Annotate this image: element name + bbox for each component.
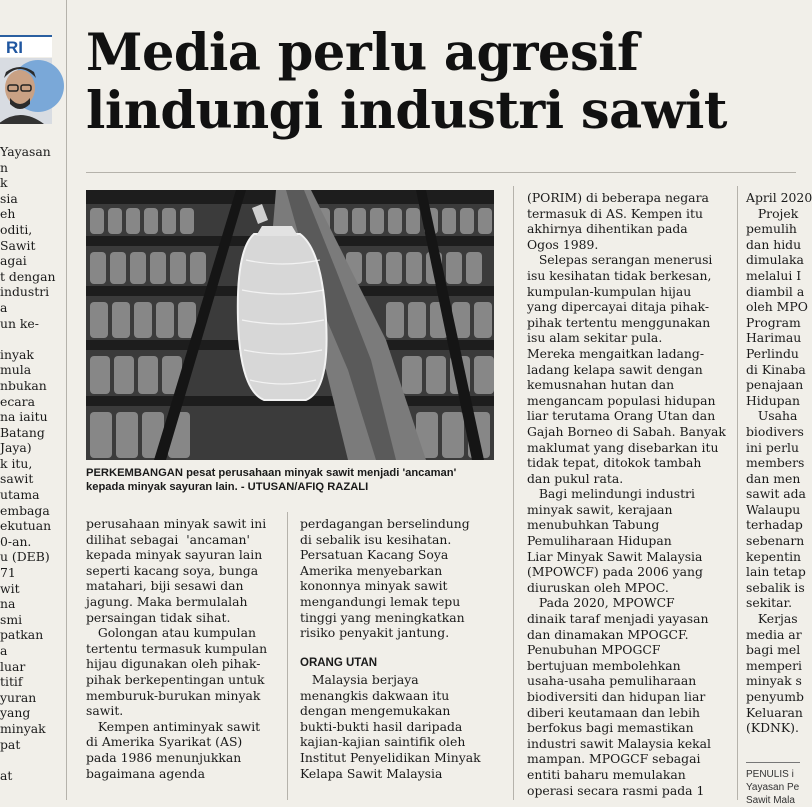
col1-line: kepada minyak sayuran lain xyxy=(86,547,263,563)
col3-line: termasuk di AS. Kempen itu xyxy=(527,205,703,221)
col1-line: perusahaan minyak sawit ini xyxy=(86,516,267,531)
col2-line: dengan mengemukakan xyxy=(300,703,451,719)
col3-line: Liar Minyak Sawit Malaysia xyxy=(527,548,703,564)
headline-line-2: lindungi industri sawit xyxy=(86,81,727,141)
writer-bio-line-2: Yayasan Pe xyxy=(746,782,800,793)
columnist-portrait-icon xyxy=(0,58,52,124)
caption-credit: UTUSAN/AFIQ RAZALI xyxy=(247,481,369,493)
col4-line: sekitar. xyxy=(746,595,793,611)
col4-line: Projek xyxy=(746,205,799,221)
col3-line: Pada 2020, MPOWCF xyxy=(527,595,675,611)
col4-line: ini perlu xyxy=(746,439,799,455)
article-column-2 xyxy=(300,516,510,781)
col1-line: sawit. xyxy=(86,703,124,719)
left-column-line: un ke- xyxy=(0,315,39,331)
left-column-line: 71 xyxy=(0,565,16,581)
left-column-line: inyak xyxy=(0,346,34,362)
left-column-line: pat xyxy=(0,736,21,752)
col2-line: kajian-kajian saintifik oleh xyxy=(300,734,466,750)
left-column-line: agai xyxy=(0,253,27,269)
col3-line: Penubuhan MPOGCF xyxy=(527,642,661,658)
col3-line: isu kesihatan tidak berkesan, xyxy=(527,267,712,283)
col4-line: members xyxy=(746,455,805,471)
col2-line: tinggi yang meningkatkan xyxy=(300,609,465,625)
col1-line: persaingan tidak sihat. xyxy=(86,609,231,625)
col2-line: Malaysia berjaya xyxy=(300,671,419,687)
col2-line: di sebalik isu kesihatan. xyxy=(300,531,452,547)
col4-line: Harimau xyxy=(746,330,802,346)
col3-line: liar terutama Orang Utan dan xyxy=(527,408,716,424)
caption-line-2: kepada minyak sayuran lain. - xyxy=(86,481,248,493)
left-column-line: minyak xyxy=(0,720,46,736)
col3-line: Selepas serangan menerusi xyxy=(527,252,713,268)
col4-line: media ar xyxy=(746,626,802,642)
col3-line: mengancam populasi hidupan xyxy=(527,392,716,408)
col3-line: tidak tepat, ditokok tambah xyxy=(527,455,702,471)
left-column-line: wit xyxy=(0,580,20,596)
left-column-line: k xyxy=(0,175,8,191)
col3-line: isu alam sekitar pula. xyxy=(527,330,663,346)
left-column-line: u (DEB) xyxy=(0,549,50,565)
col3-line: Gajah Borneo di Sabah. Banyak xyxy=(527,423,726,439)
col1-line: hijau digunakan oleh pihak- xyxy=(86,656,261,672)
col2-line: risiko penyakit jantung. xyxy=(300,625,450,641)
left-column-line: embaga xyxy=(0,502,50,518)
col4-line: sebenarn xyxy=(746,533,805,549)
left-column-line xyxy=(0,752,64,768)
article-column-4 xyxy=(746,190,812,736)
left-column-line: eh xyxy=(0,206,16,222)
footer-rule xyxy=(746,762,800,763)
col4-line: (KDNK). xyxy=(746,720,799,736)
writer-bio-line-1: PENULIS i xyxy=(746,769,794,780)
left-column-line: na iaitu xyxy=(0,409,48,425)
article-column-1 xyxy=(86,516,281,781)
left-column-line: a xyxy=(0,643,8,658)
photo-caption xyxy=(86,466,506,494)
col3-line: kemusnahan hutan dan xyxy=(527,377,675,393)
col4-line: di Kinaba xyxy=(746,361,806,377)
col4-line: Usaha xyxy=(746,408,798,424)
left-column-line: n xyxy=(0,159,8,175)
col4-line: dimulaka xyxy=(746,252,804,268)
headline xyxy=(86,24,786,140)
left-column-line: t dengan xyxy=(0,268,56,284)
left-column-line: mula xyxy=(0,362,32,378)
col3-line: kumpulan-kumpulan hijau xyxy=(527,283,692,299)
col3-line: (MPOWCF) pada 2006 yang xyxy=(527,564,703,580)
left-column-line: sawit xyxy=(0,471,34,487)
col1-line: pada 1986 menunjukkan xyxy=(86,749,242,765)
col2-line: Amerika menyebarkan xyxy=(300,562,443,578)
left-column-line: na xyxy=(0,596,16,612)
left-column-line: ekutuan xyxy=(0,518,52,534)
col4-line: memperi xyxy=(746,657,802,673)
col1-line: pihak berkepentingan untuk xyxy=(86,671,265,687)
col4-line: lain tetap xyxy=(746,564,806,580)
col3-line: minyak sawit, kerajaan xyxy=(527,501,673,517)
col3-line: biodiversiti dan hidupan liar xyxy=(527,689,706,704)
col4-line: Walaupu xyxy=(746,501,801,517)
col4-line: bagi mel xyxy=(746,642,801,658)
col4-line: Perlindu xyxy=(746,345,799,361)
col3-line: dan dinamakan MPOGCF. xyxy=(527,626,689,642)
col2-line xyxy=(300,641,510,657)
col4-line: pemulih xyxy=(746,221,797,237)
col4-line: dan hidu xyxy=(746,236,802,252)
left-column-line: yang xyxy=(0,705,31,721)
column-rule-left xyxy=(66,0,67,800)
col1-line: matahari, biji sesawi dan xyxy=(86,578,244,594)
col3-line: Mereka mengaitkan ladang- xyxy=(527,345,705,361)
col3-line: yang dipercayai ditaja pihak- xyxy=(527,299,710,315)
col4-line: kepentin xyxy=(746,548,802,564)
column-rule-2 xyxy=(513,186,514,800)
col4-line: Keluaran xyxy=(746,704,803,720)
col1-line: di Amerika Syarikat (AS) xyxy=(86,734,243,750)
left-column-line: Sawit xyxy=(0,237,36,253)
col3-line: usaha-usaha pemuliharaan xyxy=(527,673,697,689)
left-column-line: Batang xyxy=(0,424,45,440)
col4-line: oleh MPO xyxy=(746,299,808,315)
col2-line: Persatuan Kacang Soya xyxy=(300,547,449,563)
col3-line: dan pukul rata. xyxy=(527,470,624,486)
left-column-line: at xyxy=(0,767,13,783)
col1-line: memburuk-burukan minyak xyxy=(86,687,261,703)
left-column-line: 0-an. xyxy=(0,533,32,549)
col4-line: dan men xyxy=(746,470,801,486)
col4-line: sawit ada xyxy=(746,486,806,502)
left-column-line xyxy=(0,331,64,347)
col3-line: Ogos 1989. xyxy=(527,236,599,252)
left-column-line: nbukan xyxy=(0,377,47,393)
section-label: RI xyxy=(6,38,23,57)
left-column-line: titif xyxy=(0,674,23,690)
col3-line: ladang kelapa sawit dengan xyxy=(527,361,703,377)
col2-line: ORANG UTAN xyxy=(300,657,378,670)
headline-line-1: Media perlu agresif xyxy=(86,23,639,83)
col3-line: berfokus bagi memastikan xyxy=(527,720,694,736)
col3-line: pihak tertentu menggunakan xyxy=(527,314,711,330)
col4-line: Program xyxy=(746,314,801,330)
col4-line: April 2020 xyxy=(746,190,812,205)
caption-text: pesat perusahaan minyak sawit menjadi 'ancaman' xyxy=(182,467,457,479)
col3-line: maklumat yang disebarkan itu xyxy=(527,439,719,455)
left-column-line: patkan xyxy=(0,627,44,643)
col3-line: industri sawit Malaysia kekal xyxy=(527,735,712,751)
col1-line: dilihat sebagai 'ancaman' xyxy=(86,531,250,547)
col3-line: (PORIM) di beberapa negara xyxy=(527,190,709,205)
col3-line: Pemuliharaan Hidupan xyxy=(527,533,672,549)
col2-line: Institut Penyelidikan Minyak xyxy=(300,749,481,765)
col4-line: penyumb xyxy=(746,689,804,704)
col2-line: kononnya minyak sawit xyxy=(300,578,448,594)
article-column-3 xyxy=(527,190,737,798)
col3-line: menubuhkan Tabung xyxy=(527,517,660,533)
col4-line: terhadap xyxy=(746,517,803,533)
left-column-line: oditi, xyxy=(0,221,33,237)
left-column-line: k itu, xyxy=(0,455,33,471)
caption-lead: PERKEMBANGAN xyxy=(86,467,183,479)
col3-line: entiti baharu memulakan xyxy=(527,766,686,782)
left-column-line: industri xyxy=(0,284,50,300)
writer-bio xyxy=(746,768,799,807)
col4-line: sebalik is xyxy=(746,579,805,595)
col3-line: diberi keutamaan dan lebih xyxy=(527,704,701,720)
col4-line: biodivers xyxy=(746,423,804,439)
col1-line: bagaimana agenda xyxy=(86,765,205,781)
col1-line: jagung. Maka bermulalah xyxy=(86,593,248,609)
col1-line: seperti kacang soya, bunga xyxy=(86,562,259,578)
col2-line: mengandungi lemak tepu xyxy=(300,593,461,609)
left-column-line: utama xyxy=(0,487,40,503)
column-rule-1 xyxy=(287,512,288,800)
left-column-line: ecara xyxy=(0,393,35,409)
col4-line: melalui I xyxy=(746,267,802,283)
col3-line: Bagi melindungi industri xyxy=(527,486,695,502)
col3-line: operasi secara rasmi pada 1 xyxy=(527,782,705,798)
col3-line: bertujuan membolehkan xyxy=(527,657,681,673)
left-column-line: sia xyxy=(0,190,18,206)
column-rule-3 xyxy=(737,186,738,800)
col3-line: mampan. MPOGCF sebagai xyxy=(527,751,701,767)
left-column-line: luar xyxy=(0,658,26,674)
col3-line: dinaik taraf menjadi yayasan xyxy=(527,611,709,627)
col4-line: Hidupan xyxy=(746,392,800,408)
col1-line: tertentu termasuk kumpulan xyxy=(86,640,268,656)
columnist-avatar xyxy=(0,58,52,124)
col4-line: Kerjas xyxy=(746,611,798,627)
col1-line: Golongan atau kumpulan xyxy=(86,625,256,641)
col2-line: Kelapa Sawit Malaysia xyxy=(300,765,443,781)
headline-rule xyxy=(86,172,796,173)
col2-line: perdagangan berselindung xyxy=(300,516,470,531)
left-column-line: smi xyxy=(0,611,23,627)
left-column-line: a xyxy=(0,299,8,315)
left-column-line: Yayasan xyxy=(0,144,51,159)
col4-line: penajaan xyxy=(746,377,804,393)
col1-line: Kempen antiminyak sawit xyxy=(86,718,261,734)
col4-line: minyak s xyxy=(746,673,802,689)
left-column-line: Jaya) xyxy=(0,440,32,456)
left-truncated-column xyxy=(0,144,64,783)
col3-line: akhirnya dihentikan pada xyxy=(527,221,688,237)
writer-bio-line-3: Sawit Mala xyxy=(746,795,795,806)
col4-line: diambil a xyxy=(746,283,805,299)
col3-line: diuruskan oleh MPOC. xyxy=(527,579,669,595)
col2-line: bukti-bukti hasil daripada xyxy=(300,718,463,734)
col2-line: menangkis dakwaan itu xyxy=(300,687,450,703)
left-column-line: yuran xyxy=(0,689,37,705)
photo-image xyxy=(86,190,494,460)
